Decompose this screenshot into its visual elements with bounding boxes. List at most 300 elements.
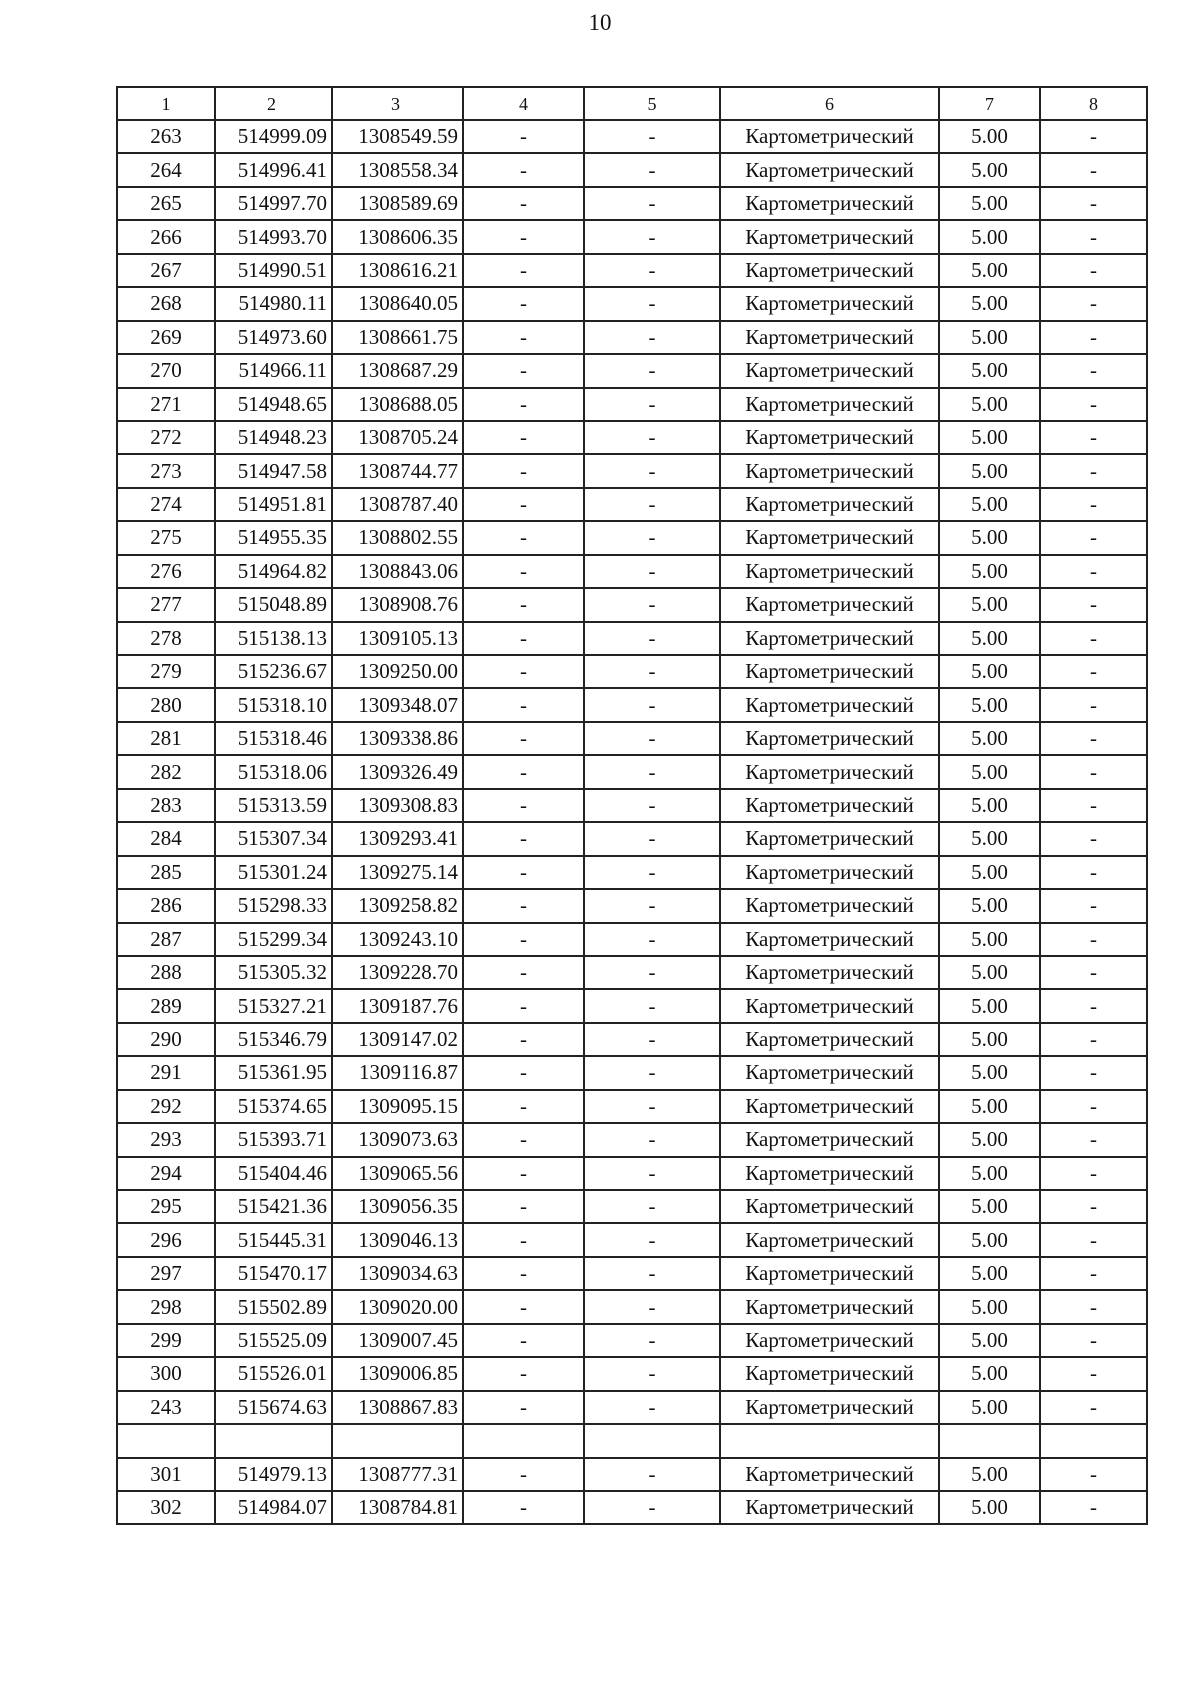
- table-cell: -: [463, 1157, 584, 1190]
- table-cell: -: [1040, 722, 1147, 755]
- table-row: [117, 220, 1147, 253]
- page-number: 10: [588, 10, 612, 35]
- table-cell: 515307.34: [215, 822, 332, 855]
- table-cell: -: [1040, 1056, 1147, 1089]
- table-cell: -: [584, 254, 720, 287]
- table-cell: -: [463, 187, 584, 220]
- table-cell: -: [584, 655, 720, 688]
- table-cell: 5.00: [939, 1223, 1040, 1256]
- table-cell: -: [584, 1357, 720, 1390]
- table-cell: 514999.09: [215, 120, 332, 153]
- table-cell: -: [463, 321, 584, 354]
- table-cell: 1308777.31: [332, 1458, 463, 1491]
- table-cell: 1309243.10: [332, 923, 463, 956]
- table-cell: 5.00: [939, 354, 1040, 387]
- table-cell: -: [463, 622, 584, 655]
- table-cell: -: [463, 822, 584, 855]
- column-header: 2: [215, 87, 332, 120]
- table-cell: 5.00: [939, 388, 1040, 421]
- table-cell: 5.00: [939, 1023, 1040, 1056]
- table-cell: -: [1040, 755, 1147, 788]
- table-cell: -: [1040, 287, 1147, 320]
- table-cell: 515299.34: [215, 923, 332, 956]
- table-cell: 5.00: [939, 321, 1040, 354]
- table-cell: 302: [117, 1491, 215, 1524]
- table-cell: 1308688.05: [332, 388, 463, 421]
- table-cell: 514964.82: [215, 555, 332, 588]
- table-cell: -: [463, 421, 584, 454]
- table-cell: 1309228.70: [332, 956, 463, 989]
- table-cell: 281: [117, 722, 215, 755]
- table-cell: 515301.24: [215, 856, 332, 889]
- table-cell: 514951.81: [215, 488, 332, 521]
- table-cell: -: [584, 1223, 720, 1256]
- table-cell: -: [463, 1090, 584, 1123]
- table-cell: 1308784.81: [332, 1491, 463, 1524]
- table-row: [117, 856, 1147, 889]
- table-cell: 285: [117, 856, 215, 889]
- table-cell: -: [584, 588, 720, 621]
- table-cell: -: [584, 755, 720, 788]
- table-cell: 5.00: [939, 421, 1040, 454]
- table-cell: 296: [117, 1223, 215, 1256]
- table-row: [117, 120, 1147, 153]
- table-cell: -: [584, 1391, 720, 1424]
- table-cell: -: [1040, 220, 1147, 253]
- column-header: 4: [463, 87, 584, 120]
- table-cell: Картометрический: [720, 120, 939, 153]
- table-cell: Картометрический: [720, 856, 939, 889]
- table-cell: 1308589.69: [332, 187, 463, 220]
- table-row: [117, 1290, 1147, 1323]
- table-cell: 1308744.77: [332, 454, 463, 487]
- table-cell: -: [1040, 789, 1147, 822]
- table-cell: [720, 1424, 939, 1457]
- table-cell: -: [584, 688, 720, 721]
- table-cell: -: [584, 488, 720, 521]
- table-cell: 291: [117, 1056, 215, 1089]
- table-cell: 1308640.05: [332, 287, 463, 320]
- table-cell: 515393.71: [215, 1123, 332, 1156]
- table-cell: 5.00: [939, 889, 1040, 922]
- table-cell: -: [1040, 254, 1147, 287]
- table-cell: 514947.58: [215, 454, 332, 487]
- table-cell: 278: [117, 622, 215, 655]
- table-cell: -: [584, 1257, 720, 1290]
- table-cell: 5.00: [939, 956, 1040, 989]
- table-cell: Картометрический: [720, 655, 939, 688]
- table-cell: -: [584, 421, 720, 454]
- table-row: [117, 1056, 1147, 1089]
- table-cell: 515674.63: [215, 1391, 332, 1424]
- table-cell: 1309308.83: [332, 789, 463, 822]
- table-cell: 515470.17: [215, 1257, 332, 1290]
- table-cell: 1309187.76: [332, 989, 463, 1022]
- table-cell: 294: [117, 1157, 215, 1190]
- table-cell: 1308549.59: [332, 120, 463, 153]
- table-cell: 264: [117, 153, 215, 186]
- table-cell: -: [584, 1123, 720, 1156]
- table-row: [117, 588, 1147, 621]
- table-cell: Картометрический: [720, 923, 939, 956]
- table-cell: -: [1040, 1324, 1147, 1357]
- table-cell: 515318.46: [215, 722, 332, 755]
- table-cell: -: [1040, 856, 1147, 889]
- table-cell: 269: [117, 321, 215, 354]
- table-row: [117, 1157, 1147, 1190]
- table-cell: Картометрический: [720, 287, 939, 320]
- table-row: [117, 822, 1147, 855]
- table-row: [117, 287, 1147, 320]
- table-cell: 5.00: [939, 688, 1040, 721]
- table-cell: 1309105.13: [332, 622, 463, 655]
- table-cell: 267: [117, 254, 215, 287]
- table-cell: Картометрический: [720, 421, 939, 454]
- table-row: [117, 488, 1147, 521]
- table-cell: -: [584, 321, 720, 354]
- table-cell: 514955.35: [215, 521, 332, 554]
- table-cell: -: [463, 521, 584, 554]
- table-cell: 5.00: [939, 1190, 1040, 1223]
- table-cell: 514973.60: [215, 321, 332, 354]
- table-cell: -: [463, 1290, 584, 1323]
- table-cell: -: [584, 120, 720, 153]
- table-cell: -: [1040, 1123, 1147, 1156]
- table-cell: -: [584, 789, 720, 822]
- column-header: 6: [720, 87, 939, 120]
- table-cell: 515138.13: [215, 622, 332, 655]
- table-cell: 298: [117, 1290, 215, 1323]
- table-row: [117, 889, 1147, 922]
- table-cell: -: [584, 220, 720, 253]
- table-cell: Картометрический: [720, 388, 939, 421]
- table-cell: 1309007.45: [332, 1324, 463, 1357]
- table-cell: -: [584, 153, 720, 186]
- table-row: [117, 388, 1147, 421]
- table-cell: 1309020.00: [332, 1290, 463, 1323]
- table-cell: 1309338.86: [332, 722, 463, 755]
- table-cell: -: [463, 488, 584, 521]
- table-cell: 5.00: [939, 588, 1040, 621]
- table-cell: -: [463, 1023, 584, 1056]
- table-cell: 1308558.34: [332, 153, 463, 186]
- table-cell: 286: [117, 889, 215, 922]
- table-cell: -: [1040, 1458, 1147, 1491]
- table-cell: [584, 1424, 720, 1457]
- table-cell: -: [1040, 956, 1147, 989]
- table-cell: Картометрический: [720, 521, 939, 554]
- table-cell: Картометрический: [720, 1290, 939, 1323]
- table-cell: Картометрический: [720, 187, 939, 220]
- table-row: [117, 1458, 1147, 1491]
- table-cell: 1309034.63: [332, 1257, 463, 1290]
- table-cell: -: [1040, 354, 1147, 387]
- table-cell: -: [1040, 822, 1147, 855]
- table-cell: Картометрический: [720, 1123, 939, 1156]
- table-cell: 514948.23: [215, 421, 332, 454]
- table-cell: 1308787.40: [332, 488, 463, 521]
- table-cell: -: [584, 923, 720, 956]
- table-cell: 5.00: [939, 1123, 1040, 1156]
- table-cell: 1308687.29: [332, 354, 463, 387]
- table-cell: Картометрический: [720, 1023, 939, 1056]
- table-row: [117, 1424, 1147, 1457]
- table-cell: 301: [117, 1458, 215, 1491]
- table-cell: 514984.07: [215, 1491, 332, 1524]
- table-cell: Картометрический: [720, 321, 939, 354]
- table-cell: 1308908.76: [332, 588, 463, 621]
- table-row: [117, 655, 1147, 688]
- table-row: [117, 1357, 1147, 1390]
- table-cell: Картометрический: [720, 755, 939, 788]
- table-cell: 5.00: [939, 655, 1040, 688]
- table-cell: -: [1040, 153, 1147, 186]
- table-cell: 268: [117, 287, 215, 320]
- table-row: [117, 1223, 1147, 1256]
- table-cell: 5.00: [939, 789, 1040, 822]
- table-cell: -: [463, 1491, 584, 1524]
- table-cell: -: [463, 454, 584, 487]
- table-row: [117, 1257, 1147, 1290]
- table-cell: 515525.09: [215, 1324, 332, 1357]
- table-row: [117, 1123, 1147, 1156]
- table-cell: Картометрический: [720, 1157, 939, 1190]
- table-cell: 297: [117, 1257, 215, 1290]
- table-cell: -: [584, 856, 720, 889]
- table-cell: -: [1040, 923, 1147, 956]
- table-cell: Картометрический: [720, 354, 939, 387]
- table-row: [117, 1090, 1147, 1123]
- table-cell: 514979.13: [215, 1458, 332, 1491]
- table-cell: -: [1040, 388, 1147, 421]
- table-cell: -: [1040, 655, 1147, 688]
- table-cell: 515374.65: [215, 1090, 332, 1123]
- table-cell: 515445.31: [215, 1223, 332, 1256]
- table-cell: 288: [117, 956, 215, 989]
- table-cell: -: [463, 889, 584, 922]
- table-cell: Картометрический: [720, 1357, 939, 1390]
- table-cell: -: [463, 755, 584, 788]
- table-cell: Картометрический: [720, 1491, 939, 1524]
- table-cell: 515298.33: [215, 889, 332, 922]
- table-cell: 5.00: [939, 120, 1040, 153]
- table-cell: 515305.32: [215, 956, 332, 989]
- table-cell: Картометрический: [720, 822, 939, 855]
- table-cell: -: [463, 655, 584, 688]
- table-cell: 279: [117, 655, 215, 688]
- table-cell: 5.00: [939, 454, 1040, 487]
- table-cell: 515048.89: [215, 588, 332, 621]
- table-cell: 5.00: [939, 187, 1040, 220]
- table-cell: -: [1040, 622, 1147, 655]
- table-cell: -: [584, 956, 720, 989]
- table-cell: 515236.67: [215, 655, 332, 688]
- table-cell: 5.00: [939, 923, 1040, 956]
- table-cell: 300: [117, 1357, 215, 1390]
- table-cell: 280: [117, 688, 215, 721]
- table-cell: -: [463, 220, 584, 253]
- table-cell: 292: [117, 1090, 215, 1123]
- table-row: [117, 187, 1147, 220]
- table-cell: -: [1040, 555, 1147, 588]
- table-row: [117, 354, 1147, 387]
- table-cell: -: [463, 555, 584, 588]
- table-cell: -: [584, 1157, 720, 1190]
- table-cell: Картометрический: [720, 1391, 939, 1424]
- table-row: [117, 989, 1147, 1022]
- table-cell: 1309046.13: [332, 1223, 463, 1256]
- table-cell: 5.00: [939, 555, 1040, 588]
- table-cell: -: [584, 822, 720, 855]
- table-cell: Картометрический: [720, 488, 939, 521]
- table-header-row: [117, 87, 1147, 120]
- table-cell: 5.00: [939, 856, 1040, 889]
- table-cell: Картометрический: [720, 1257, 939, 1290]
- table-cell: [215, 1424, 332, 1457]
- coordinates-table: [116, 86, 1148, 1525]
- table-cell: -: [584, 1190, 720, 1223]
- table-cell: 1309250.00: [332, 655, 463, 688]
- table-row: [117, 1023, 1147, 1056]
- table-cell: -: [584, 521, 720, 554]
- table-cell: Картометрический: [720, 588, 939, 621]
- table-cell: 1308843.06: [332, 555, 463, 588]
- table-cell: 274: [117, 488, 215, 521]
- table-row: [117, 1190, 1147, 1223]
- table-cell: 1309293.41: [332, 822, 463, 855]
- column-header: 3: [332, 87, 463, 120]
- table-row: [117, 622, 1147, 655]
- table-cell: 514993.70: [215, 220, 332, 253]
- table-cell: -: [1040, 1357, 1147, 1390]
- table-cell: -: [463, 923, 584, 956]
- table-cell: 243: [117, 1391, 215, 1424]
- table-cell: 5.00: [939, 1357, 1040, 1390]
- table-cell: 5.00: [939, 1257, 1040, 1290]
- table-row: [117, 1391, 1147, 1424]
- table-cell: 515361.95: [215, 1056, 332, 1089]
- table-cell: -: [463, 354, 584, 387]
- table-cell: -: [463, 153, 584, 186]
- table-cell: 5.00: [939, 153, 1040, 186]
- table-cell: -: [1040, 1023, 1147, 1056]
- table-row: [117, 688, 1147, 721]
- table-cell: [939, 1424, 1040, 1457]
- table-cell: 1308867.83: [332, 1391, 463, 1424]
- table-cell: [117, 1424, 215, 1457]
- table-cell: 514980.11: [215, 287, 332, 320]
- table-cell: Картометрический: [720, 220, 939, 253]
- table-cell: 1309147.02: [332, 1023, 463, 1056]
- table-cell: 263: [117, 120, 215, 153]
- table-row: [117, 789, 1147, 822]
- table-cell: [332, 1424, 463, 1457]
- table-cell: 276: [117, 555, 215, 588]
- table-cell: 1309095.15: [332, 1090, 463, 1123]
- table-cell: 265: [117, 187, 215, 220]
- table-cell: 5.00: [939, 220, 1040, 253]
- table-row: [117, 1491, 1147, 1524]
- table-cell: 277: [117, 588, 215, 621]
- table-cell: -: [1040, 1491, 1147, 1524]
- table-row: [117, 755, 1147, 788]
- table-cell: -: [1040, 421, 1147, 454]
- table-cell: -: [1040, 1257, 1147, 1290]
- table-cell: 1308802.55: [332, 521, 463, 554]
- table-cell: 5.00: [939, 521, 1040, 554]
- table-cell: 5.00: [939, 1491, 1040, 1524]
- table-cell: -: [463, 1357, 584, 1390]
- table-cell: -: [584, 1056, 720, 1089]
- table-cell: -: [1040, 120, 1147, 153]
- table-cell: Картометрический: [720, 688, 939, 721]
- table-cell: -: [584, 187, 720, 220]
- table-cell: 284: [117, 822, 215, 855]
- table-cell: 272: [117, 421, 215, 454]
- table-cell: -: [584, 1290, 720, 1323]
- table-cell: -: [584, 889, 720, 922]
- table-cell: -: [584, 622, 720, 655]
- table-cell: -: [463, 1324, 584, 1357]
- table-cell: 1309348.07: [332, 688, 463, 721]
- table-cell: 266: [117, 220, 215, 253]
- table-cell: -: [463, 1190, 584, 1223]
- table-cell: 1309006.85: [332, 1357, 463, 1390]
- table-cell: 515318.10: [215, 688, 332, 721]
- table-row: [117, 454, 1147, 487]
- table-cell: -: [584, 722, 720, 755]
- table-row: [117, 1324, 1147, 1357]
- table-row: [117, 254, 1147, 287]
- table-cell: 5.00: [939, 488, 1040, 521]
- table-cell: -: [1040, 688, 1147, 721]
- table-cell: -: [463, 688, 584, 721]
- table-cell: Картометрический: [720, 1458, 939, 1491]
- table-cell: Картометрический: [720, 1090, 939, 1123]
- table-row: [117, 923, 1147, 956]
- table-cell: -: [463, 722, 584, 755]
- table-cell: -: [584, 1458, 720, 1491]
- table-cell: 514990.51: [215, 254, 332, 287]
- table-cell: 1309326.49: [332, 755, 463, 788]
- table-cell: -: [463, 1391, 584, 1424]
- table-cell: Картометрический: [720, 622, 939, 655]
- table-cell: -: [463, 1458, 584, 1491]
- table-cell: 299: [117, 1324, 215, 1357]
- column-header: 1: [117, 87, 215, 120]
- table-cell: -: [463, 1257, 584, 1290]
- table-cell: -: [463, 956, 584, 989]
- table-cell: 5.00: [939, 1090, 1040, 1123]
- table-cell: 271: [117, 388, 215, 421]
- table-cell: -: [584, 555, 720, 588]
- table-cell: 1309116.87: [332, 1056, 463, 1089]
- table-cell: -: [463, 588, 584, 621]
- table-cell: Картометрический: [720, 789, 939, 822]
- table-cell: 289: [117, 989, 215, 1022]
- table-cell: 514997.70: [215, 187, 332, 220]
- table-cell: -: [584, 989, 720, 1022]
- table-cell: 5.00: [939, 1458, 1040, 1491]
- table-cell: 5.00: [939, 1324, 1040, 1357]
- table-cell: -: [1040, 187, 1147, 220]
- table-cell: 5.00: [939, 1290, 1040, 1323]
- table-cell: 1309275.14: [332, 856, 463, 889]
- table-cell: -: [463, 989, 584, 1022]
- table-cell: 287: [117, 923, 215, 956]
- table-cell: -: [1040, 454, 1147, 487]
- table-cell: 514966.11: [215, 354, 332, 387]
